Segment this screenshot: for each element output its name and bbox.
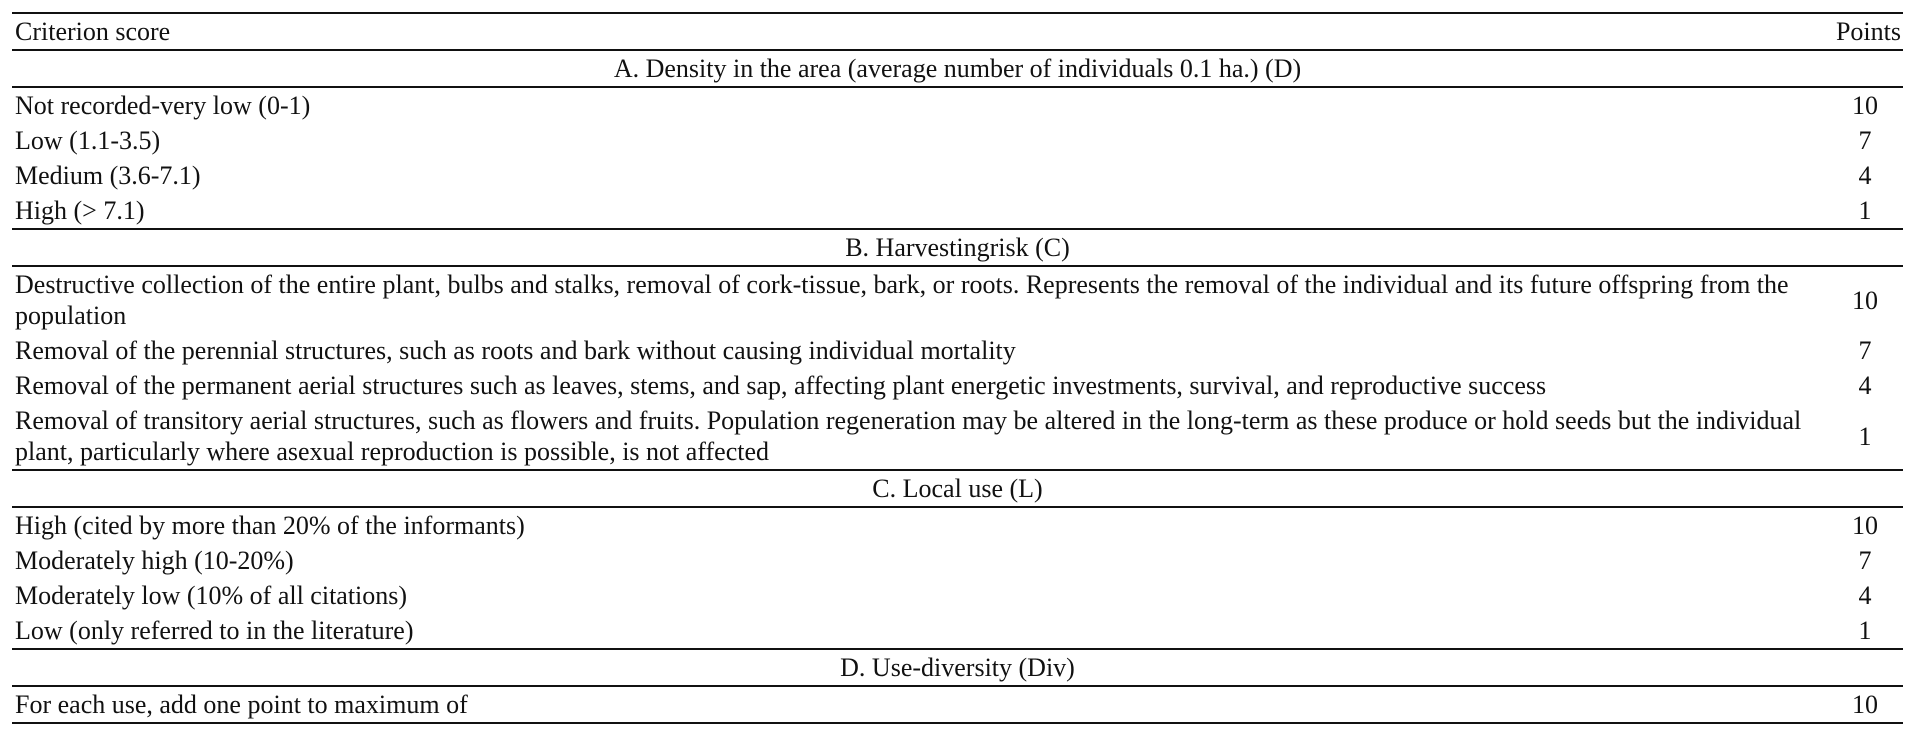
section-title: A. Density in the area (average number of individuals 0.1 ha.) (D) bbox=[12, 50, 1903, 87]
points-value: 4 bbox=[1858, 161, 1872, 190]
table-row bbox=[12, 507, 1903, 543]
criterion-label: Moderately low (10% of all citations) bbox=[15, 581, 408, 610]
table-row bbox=[12, 123, 1903, 158]
section-c-title-row bbox=[12, 470, 1903, 507]
criterion-label: Low (1.1-3.5) bbox=[15, 126, 161, 155]
points-value: 10 bbox=[1827, 686, 1903, 723]
header-points: Points bbox=[1827, 13, 1903, 50]
table-row bbox=[12, 613, 1903, 649]
criterion-label: Moderately high (10-20%) bbox=[15, 546, 294, 575]
points-value: 1 bbox=[1858, 196, 1872, 225]
criterion-label: Removal of the perennial structures, such as roots and bark without causing individual mortality bbox=[15, 336, 1016, 365]
criterion-label: High (cited by more than 20% of the informants) bbox=[15, 511, 525, 540]
table-row bbox=[12, 193, 1903, 229]
section-d-title-row bbox=[12, 649, 1903, 686]
points-value: 10 bbox=[1852, 511, 1878, 540]
table-row bbox=[12, 403, 1903, 470]
criterion-label: For each use, add one point to maximum of bbox=[12, 686, 1827, 723]
section-title: D. Use-diversity (Div) bbox=[12, 649, 1903, 686]
section-b-title-row bbox=[12, 229, 1903, 266]
points-value: 1 bbox=[1858, 421, 1872, 451]
points-value: 4 bbox=[1858, 371, 1872, 400]
table-row bbox=[12, 158, 1903, 193]
points-value: 10 bbox=[1852, 91, 1878, 120]
criterion-label: Not recorded-very low (0-1) bbox=[15, 91, 311, 120]
table-row bbox=[12, 368, 1903, 403]
section-a-title-row bbox=[12, 50, 1903, 87]
table-row bbox=[12, 543, 1903, 578]
table-row bbox=[12, 578, 1903, 613]
table-row bbox=[12, 87, 1903, 123]
criteria-table-container bbox=[12, 12, 1903, 724]
table-row bbox=[12, 333, 1903, 368]
points-value: 7 bbox=[1858, 336, 1872, 365]
section-title: C. Local use (L) bbox=[12, 470, 1903, 507]
criterion-label: Low (only referred to in the literature) bbox=[15, 616, 414, 645]
table-row bbox=[12, 266, 1903, 333]
points-value: 1 bbox=[1858, 616, 1872, 645]
points-value: 7 bbox=[1858, 546, 1872, 575]
header-criterion: Criterion score bbox=[12, 13, 1827, 50]
section-title: B. Harvestingrisk (C) bbox=[12, 229, 1903, 266]
criterion-label: Removal of the permanent aerial structures such as leaves, stems, and sap, affecting plant energetic investments, survival, and reproductive success bbox=[15, 371, 1547, 400]
table-row bbox=[12, 686, 1903, 723]
criterion-label: High (> 7.1) bbox=[15, 196, 145, 225]
criterion-label: Destructive collection of the entire plant, bulbs and stalks, removal of cork-tissue, bark, or roots. Represents the removal of the individual and its future offspring from the population bbox=[15, 270, 1789, 330]
points-value: 7 bbox=[1858, 126, 1872, 155]
criterion-label: Removal of transitory aerial structures, such as flowers and fruits. Population regeneration may be altered in the long-term as these produce or hold seeds but the individual plant, particularly where asexual reproduction is possible, is not affected bbox=[15, 406, 1802, 466]
points-value: 10 bbox=[1852, 285, 1878, 315]
criteria-table bbox=[12, 12, 1903, 724]
table-header-row bbox=[12, 13, 1903, 50]
criterion-label: Medium (3.6-7.1) bbox=[15, 161, 201, 190]
points-value: 4 bbox=[1858, 581, 1872, 610]
